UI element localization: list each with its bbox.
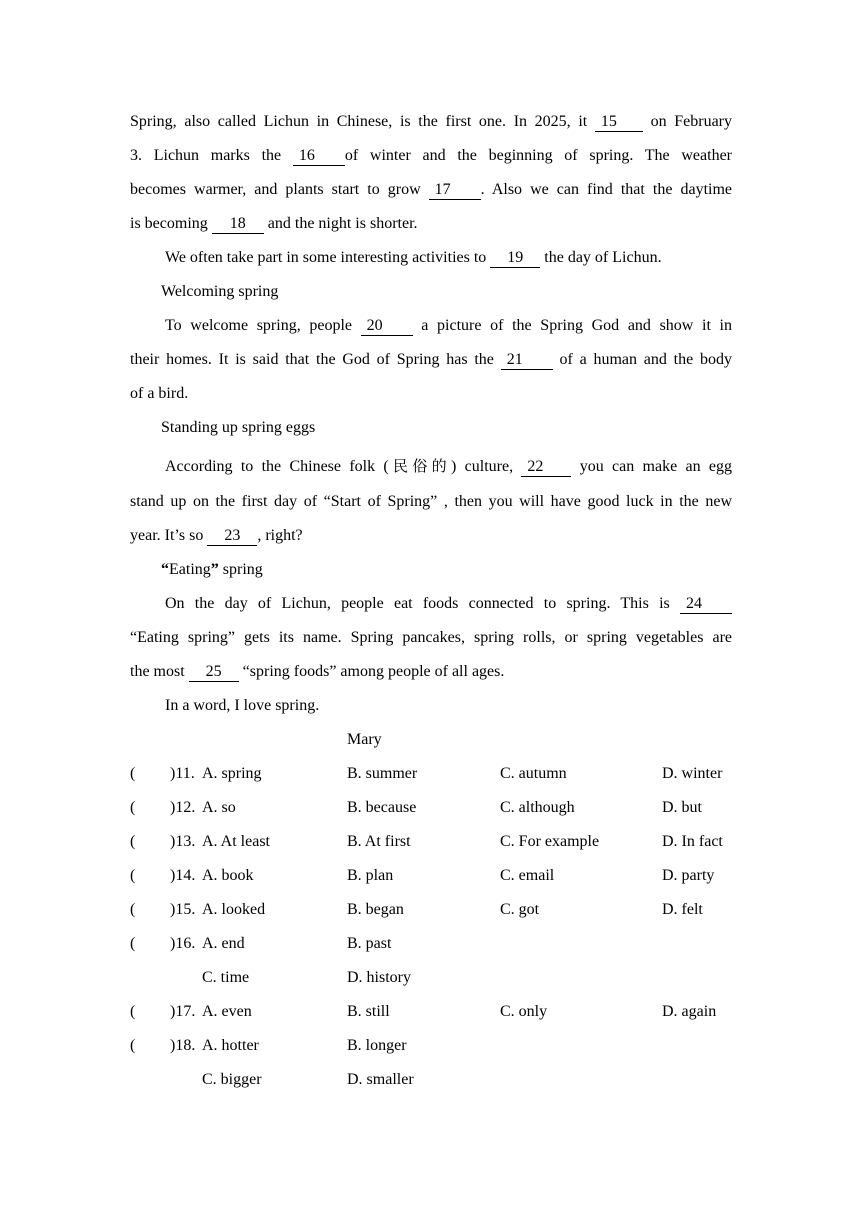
text: According to the Chinese folk ( [165,458,389,475]
text: the most [130,663,189,680]
option-a: A. even [202,1003,252,1020]
text: ) culture, [451,458,522,475]
passage-line [130,347,732,381]
question-list [130,761,732,1101]
text: , right? [257,527,303,544]
option-b: B. past [347,935,392,952]
option-c: C. autumn [500,765,567,782]
question-number: )12. [170,799,196,816]
question-row [130,999,732,1033]
question-number: )15. [170,901,196,918]
text: and the night is shorter. [263,215,418,232]
option-d: D. felt [662,901,703,918]
passage-line [130,659,732,693]
option-c: C. got [500,901,540,918]
blank-16: 16 [293,147,345,166]
passage-line [130,591,732,625]
option-d: D. winter [662,765,723,782]
passage-line: “Eating spring” gets its name. Spring pancakes, spring rolls, or spring vegetables are [130,629,732,646]
text: 3. Lichun marks the [130,147,293,164]
option-c: C. time [202,969,250,986]
text: their homes. It is said that the God of Spring has the [130,351,501,368]
question-number: )16. [170,935,196,952]
answer-paren: ( [130,833,136,850]
option-d: D. history [347,969,411,986]
section-heading: Welcoming spring [161,283,279,300]
answer-paren: ( [130,901,136,918]
text: of winter and the beginning of spring. The weather [344,147,733,164]
answer-paren: ( [130,1003,136,1020]
text: on February [642,113,732,130]
text: is becoming [130,215,212,232]
passage-line [130,449,732,489]
text: “ [161,561,169,578]
text: We often take part in some interesting activities to [165,249,491,266]
option-a: A. end [202,935,245,952]
passage-line: of a bird. [130,385,189,402]
passage-line: stand up on the first day of “Start of Spring” , then you will have good luck in the new [130,493,732,510]
text: spring [218,561,263,578]
question-row [130,897,732,931]
option-d: D. smaller [347,1071,414,1088]
option-a: A. spring [202,765,262,782]
question-number: )14. [170,867,196,884]
question-row-continued [130,1067,732,1101]
option-b: B. plan [347,867,394,884]
text: a picture of the Spring God and show it in [412,317,732,334]
text: Eating [169,561,211,578]
blank-19: 19 [490,249,540,268]
option-b: B. longer [347,1037,407,1054]
passage-line [130,245,732,279]
text: . Also we can find that the daytime [480,181,732,198]
passage-line [130,177,732,211]
question-row [130,863,732,897]
question-number: )18. [170,1037,196,1054]
blank-21: 21 [501,351,553,370]
text: “spring foods” among people of all ages. [238,663,505,680]
blank-24: 24 [680,595,732,614]
blank-23: 23 [207,527,257,546]
option-a: A. looked [202,901,266,918]
blank-18: 18 [212,215,264,234]
answer-paren: ( [130,867,136,884]
question-row [130,1033,732,1067]
chinese-gloss: 民俗的 [388,457,451,475]
blank-22: 22 [521,458,571,477]
question-row [130,761,732,795]
passage-line [130,109,732,143]
passage-line [130,523,732,557]
document-page [130,109,732,1101]
option-b: B. still [347,1003,390,1020]
text: On the day of Lichun, people eat foods connected to spring. This is [165,595,680,612]
answer-paren: ( [130,799,136,816]
blank-17: 17 [429,181,481,200]
option-c: C. bigger [202,1071,262,1088]
question-row-continued [130,965,732,999]
question-row [130,795,732,829]
text: ” [210,561,219,578]
option-c: C. only [500,1003,548,1020]
blank-15: 15 [595,113,643,132]
option-b: B. At first [347,833,411,850]
section-heading: Standing up spring eggs [161,419,316,436]
text: Spring, also called Lichun in Chinese, is the first one. In 2025, it [130,113,595,130]
passage-line: In a word, I love spring. [165,697,320,714]
passage-line [130,211,732,245]
text: the day of Lichun. [540,249,662,266]
blank-20: 20 [361,317,413,336]
option-d: D. party [662,867,715,884]
option-c: C. although [500,799,575,816]
question-row [130,931,732,965]
option-c: C. email [500,867,555,884]
text: of a human and the body [552,351,733,368]
question-number: )13. [170,833,196,850]
text: To welcome spring, people [165,317,361,334]
option-a: A. At least [202,833,270,850]
option-d: D. In fact [662,833,723,850]
option-d: D. but [662,799,702,816]
answer-paren: ( [130,765,136,782]
passage-line [130,313,732,347]
question-number: )17. [170,1003,196,1020]
blank-25: 25 [189,663,239,682]
text: becomes warmer, and plants start to grow [130,181,429,198]
signature: Mary [347,731,382,748]
option-c: C. For example [500,833,600,850]
option-b: B. began [347,901,404,918]
text: you can make an egg [571,458,732,475]
option-a: A. hotter [202,1037,259,1054]
option-a: A. so [202,799,236,816]
option-a: A. book [202,867,254,884]
answer-paren: ( [130,1037,136,1054]
answer-paren: ( [130,935,136,952]
section-heading [130,557,732,591]
option-d: D. again [662,1003,717,1020]
text: year. It’s so [130,527,208,544]
option-b: B. because [347,799,417,816]
passage-line [130,143,732,177]
option-b: B. summer [347,765,418,782]
question-number: )11. [170,765,195,782]
question-row [130,829,732,863]
